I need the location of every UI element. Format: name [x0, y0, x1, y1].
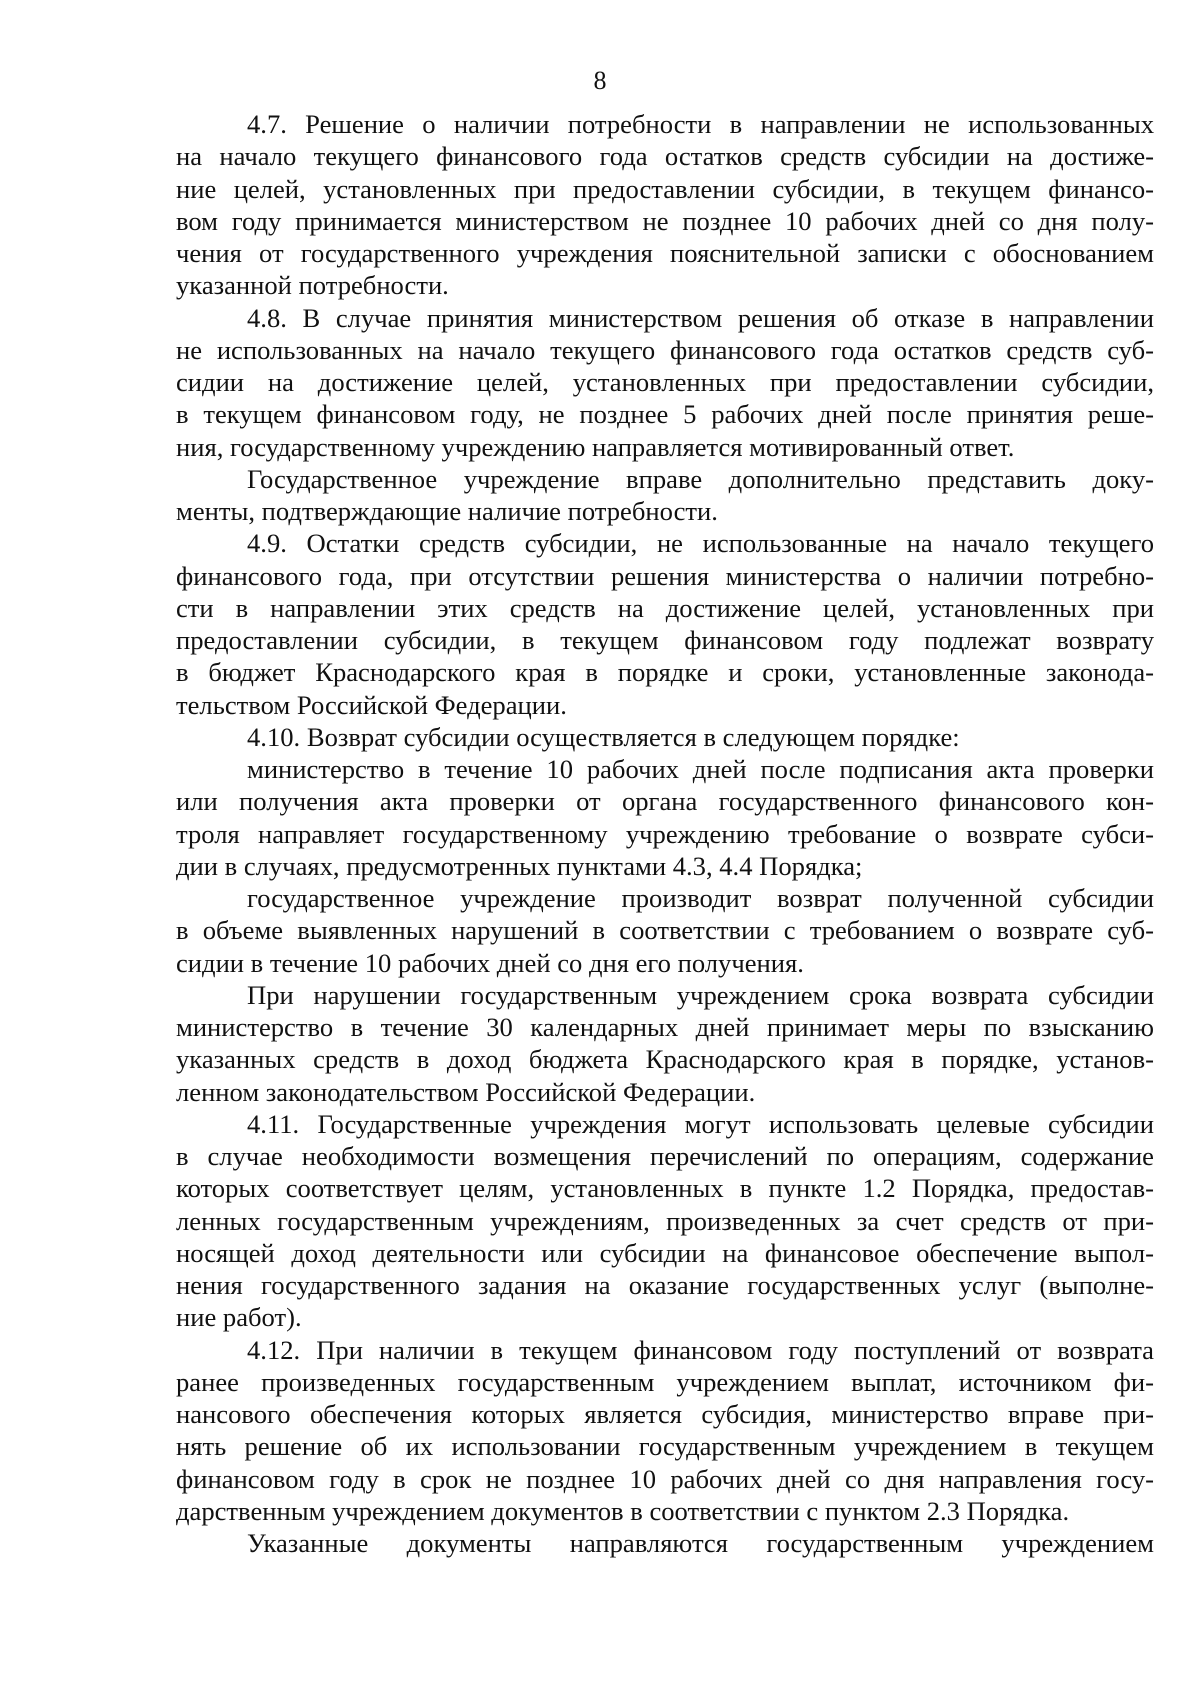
text-line: носящей доход деятельности или субсидии на финансовое обеспечение выпол- — [176, 1237, 1154, 1268]
text-line: Государственное учреждение вправе дополнительно представить доку- — [247, 463, 1154, 494]
text-line: нения государственного задания на оказание государственных услуг (выполне- — [176, 1270, 1154, 1300]
paragraph — [176, 302, 1154, 463]
paragraph — [176, 882, 1154, 979]
text-line: ранее произведенных государственным учреждением выплат, источником фи- — [176, 1366, 1154, 1397]
text-line: не использованных на начало текущего финансового года остатков средств суб- — [176, 334, 1154, 365]
text-line: 4.10. Возврат субсидии осуществляется в следующем порядке: — [247, 721, 960, 752]
text-line: ленном законодательством Российской Федерации. — [176, 1076, 756, 1107]
text-line: ния, государственному учреждению направляется мотивированный ответ. — [176, 431, 1015, 462]
text-line: тельством Российской Федерации. — [176, 689, 567, 720]
text-line: министерство в течение 10 рабочих дней после подписания акта проверки — [247, 754, 1154, 784]
paragraph — [176, 527, 1154, 721]
text-line: 4.9. Остатки средств субсидии, не использованные на начало текущего — [247, 528, 1154, 559]
text-line: ние работ). — [176, 1302, 302, 1333]
text-line: чения от государственного учреждения пояснительной записки с обоснованием — [176, 238, 1154, 268]
text-line: 4.8. В случае принятия министерством решения об отказе в направлении — [247, 302, 1154, 333]
text-line: предоставлении субсидии, в текущем финансовом году подлежат возврату — [176, 625, 1154, 655]
text-line: в объеме выявленных нарушений в соответствии с требованием о возврате суб- — [176, 915, 1154, 946]
text-line: сидии в течение 10 рабочих дней со дня его получения. — [176, 947, 804, 978]
text-line: в текущем финансовом году, не позднее 5 рабочих дней после принятия реше- — [176, 399, 1154, 430]
text-line: на начало текущего финансового года остатков средств субсидии на достиже- — [176, 141, 1154, 172]
paragraph — [176, 1108, 1154, 1334]
paragraph — [176, 721, 1154, 753]
text-line: государственное учреждение производит возврат полученной субсидии — [247, 883, 1154, 913]
text-line: дарственным учреждением документов в соответствии с пунктом 2.3 Порядка. — [176, 1495, 1070, 1526]
text-line: 4.7. Решение о наличии потребности в направлении не использованных — [247, 109, 1154, 139]
text-line: 4.12. При наличии в текущем финансовом году поступлений от возврата — [247, 1334, 1154, 1365]
text-line: Указанные документы направляются государственным учреждением — [247, 1528, 1154, 1558]
text-line: сидии на достижение целей, установленных при предоставлении субсидии, — [176, 367, 1154, 397]
text-line: 4.11. Государственные учреждения могут использовать целевые субсидии — [247, 1108, 1154, 1139]
text-line: менты, подтверждающие наличие потребности. — [176, 496, 718, 526]
text-line: ленных государственным учреждениям, произведенных за счет средств от при- — [176, 1205, 1154, 1236]
text-line: финансового года, при отсутствии решения министерства о наличии потребно- — [176, 560, 1154, 591]
paragraph — [176, 108, 1154, 302]
text-line: министерство в течение 30 календарных дней принимает меры по взысканию — [176, 1012, 1154, 1042]
text-line: нансового обеспечения которых является субсидия, министерство вправе при- — [176, 1399, 1154, 1429]
paragraph — [176, 463, 1154, 528]
text-line: ние целей, установленных при предоставлении субсидии, в текущем финансо- — [176, 173, 1154, 204]
paragraph — [176, 753, 1154, 882]
document-body — [176, 108, 1154, 1559]
paragraph — [176, 1527, 1154, 1559]
text-line: в случае необходимости возмещения перечислений по операциям, содержание — [176, 1141, 1154, 1171]
text-line: в бюджет Краснодарского края в порядке и сроки, установленные законода- — [176, 657, 1154, 688]
paragraph — [176, 1334, 1154, 1528]
text-line: указанной потребности. — [176, 270, 449, 301]
text-line: которых соответствует целям, установленных в пункте 1.2 Порядка, предостав- — [176, 1173, 1154, 1204]
text-line: указанных средств в доход бюджета Краснодарского края в порядке, установ- — [176, 1044, 1154, 1075]
text-line: дии в случаях, предусмотренных пунктами 4.3, 4.4 Порядка; — [176, 850, 863, 881]
text-line: вом году принимается министерством не позднее 10 рабочих дней со дня полу- — [176, 205, 1154, 236]
text-line: нять решение об их использовании государственным учреждением в текущем — [176, 1431, 1154, 1462]
text-line: При нарушении государственным учреждением срока возврата субсидии — [247, 979, 1154, 1010]
text-line: троля направляет государственному учреждению требование о возврате субси- — [176, 818, 1154, 849]
text-line: финансовом году в срок не позднее 10 рабочих дней со дня направления госу- — [176, 1463, 1154, 1494]
text-line: или получения акта проверки от органа государственного финансового кон- — [176, 786, 1154, 817]
page-number: 8 — [593, 66, 607, 95]
text-line: сти в направлении этих средств на достижение целей, установленных при — [176, 592, 1154, 623]
paragraph — [176, 979, 1154, 1108]
